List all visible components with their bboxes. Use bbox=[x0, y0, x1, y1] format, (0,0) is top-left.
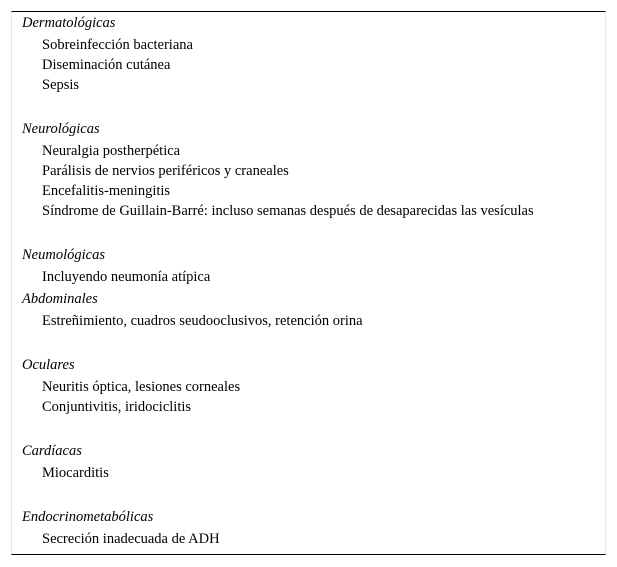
list-item: Miocarditis bbox=[42, 465, 109, 481]
list-item: Diseminación cutánea bbox=[42, 57, 171, 73]
list-item: Síndrome de Guillain-Barré: incluso semanas después de desaparecidas las vesículas bbox=[42, 203, 534, 219]
list-item: Sepsis bbox=[42, 77, 80, 93]
complications-table bbox=[11, 11, 606, 555]
list-item: Incluyendo neumonía atípica bbox=[42, 269, 211, 285]
list-item: Encefalitis-meningitis bbox=[42, 183, 171, 199]
list-item: Secreción inadecuada de ADH bbox=[42, 531, 220, 547]
section-heading-endocrinometabolicas: Endocrinometabólicas bbox=[22, 509, 154, 525]
section-heading-neumologicas: Neumológicas bbox=[22, 247, 105, 263]
section-heading-abdominales: Abdominales bbox=[22, 291, 98, 307]
list-item: Estreñimiento, cuadros seudooclusivos, retención orina bbox=[42, 313, 363, 329]
list-item: Sobreinfección bacteriana bbox=[42, 37, 193, 53]
list-item: Parálisis de nervios periféricos y craneales bbox=[42, 163, 289, 179]
section-heading-dermatologicas: Dermatológicas bbox=[22, 15, 116, 31]
section-heading-oculares: Oculares bbox=[22, 357, 75, 373]
list-item: Neuritis óptica, lesiones corneales bbox=[42, 379, 241, 395]
list-item: Conjuntivitis, iridociclitis bbox=[42, 399, 192, 415]
list-item: Neuralgia postherpética bbox=[42, 143, 181, 159]
section-heading-cardiacas: Cardíacas bbox=[22, 443, 82, 459]
section-heading-neurologicas: Neurológicas bbox=[22, 121, 100, 137]
